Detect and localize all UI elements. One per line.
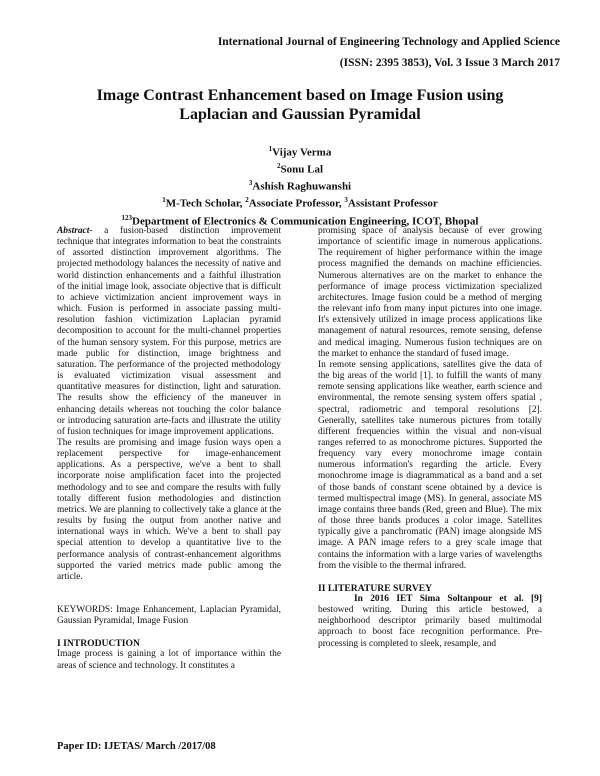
title-line-1: Image Contrast Enhancement based on Image Fusion using [96, 87, 504, 104]
department: Department of Electronics & Communication Engineering, ICOT, Bhopal [132, 215, 479, 228]
author-3-name: Ashish Raghuwanshi [252, 180, 352, 193]
paper-id-footer: Paper ID: IJETAS/ March /2017/08 [57, 741, 216, 752]
lit-ref-lead: In 2016 IET Sima Soltanpour et al. [9] [354, 594, 542, 604]
intro-p1: Image process is gaining a lot of importance within the areas of science and technology. It constitutes a [57, 649, 281, 671]
author-2-sup: 2 [277, 162, 281, 171]
lit-text: bestowed writing. During this article bestowed, a neighborhood descriptor primarily based multimodal approach to boost face recognition performance. Pre-processing is completed to sleek, resample, and [318, 605, 542, 649]
abstract-p1 [57, 226, 281, 438]
author-1-sup: 1 [268, 145, 273, 153]
abstract-p2: The results are promising and image fusion ways open a replacement perspective for image-enhancement applications. As a perspective, we've a bent to shall incorporate noise amplification facet into the projected methodology and to see and compare the results with fully totally different fusion methodologies and distinction metrics. We are planning to collectively take a glance at the results by fusing the output from another native and international ways in which. We've a bent to shall pay special attention to develop a quantitative live to the performance analysis of contrast-enhancement algorithms supported the varied metrics made public among the article. [57, 437, 281, 582]
intro-p3: In remote sensing applications, satellites give the data of the big areas of the world [1]. to fulfill the wants of many remote sensing applications like weather, earth science and environmental, the remote sensing system offers spatial , spectral, radiometric and temporal resolutions [2]. Generally, satellites take numerous pictures from totally different frequencies within the visual and non-visual ranges referred to as monochrome pictures. Supported the frequency vary every monochrome image contain numerous information's regarding the article. Every monochrome image is diagrammatical as a band and a set of those bands of constant scene obtained by a device is termed multispectral image (MS). In general, associate MS image contains three bands (Red, green and Blue). The mix of those three bands produces a color image. Satellites typically give a panchromatic (PAN) image alongside MS image. A PAN image refers to a grey scale image that contains the information with a large varies of wavelengths from the visible to the thermal infrared. [318, 359, 542, 571]
role-3: Assistant Professor [347, 198, 438, 211]
spacer [57, 594, 281, 605]
intro-p2: promising space of analysis because of ever growing importance of scientific image in numerous applications. The requirement of higher performance within the image process magnified the demands on machine efficiencies. Numerous alternatives are on the market to enhance the performance of image process victimization specialized architectures. Image fusion could be a method of merging the relevant info from many input pictures into one image. It's extensively utilized in image process applications like management of natural resources, remote sensing, defense and medical imaging. Numerous fusion techniques are on the market to enhance the standard of fused image. [318, 226, 542, 359]
role-2: Associate Professor, [248, 198, 345, 211]
section-heading-literature: II LITERATURE SURVEY [318, 582, 433, 594]
left-column [57, 226, 281, 672]
author-3 [60, 177, 540, 194]
abstract-text: a fusion-based distinction improvement technique that integrates information to beat the constraints of assorted distinction improvement algorithms. The projected methodology balances the necessity of native and world distinction enhancements and a faithful illustration of the initial image look, associate objective that is difficult to achieve victimization ancient improvement ways in which. Fusion is performed in associate passing multi-resolution fashion victimization Laplacian pyramid decomposition to account for the multi-channel properties of the human sensory system. For this purpose, metrics are made public for distinction, image brightness and saturation. The performance of the projected methodology is evaluated victimization visual assessment and quantitative measures for distinction, light and saturation. The results show the efficiency of the maneuver in enhancing details whereas not touching the color balance or introducing saturation arte-facts and illustrate the utility of fusion techniques for image improvement applications. [57, 226, 281, 437]
title-line-2: Laplacian and Gaussian Pyramidal [179, 106, 421, 123]
journal-issue: (ISSN: 2395 3853), Vol. 3 Issue 3 March 2017 [339, 57, 560, 69]
paper-title [60, 86, 540, 124]
author-2-name: Sonu Lal [280, 163, 323, 176]
keywords: KEYWORDS: Image Enhancement, Laplacian Pyramidal, Gaussian Pyramidal, Image Fusion [57, 605, 281, 627]
spacer [57, 627, 281, 638]
author-1 [60, 143, 540, 160]
abstract-label: Abstract- [57, 226, 93, 236]
author-1-name: Vijay Verma [272, 146, 332, 159]
affiliation-roles [60, 194, 540, 211]
lit-p1 [318, 594, 542, 650]
spacer [318, 572, 542, 583]
journal-name: International Journal of Engineering Technology and Applied Science [217, 36, 560, 48]
author-block [60, 143, 540, 229]
role-3-sup: 3 [344, 196, 348, 205]
spacer [57, 583, 281, 594]
department-sup: 123 [121, 213, 133, 222]
right-column [318, 226, 542, 650]
author-3-sup: 3 [248, 179, 253, 188]
role-1: M-Tech Scholar, [165, 198, 246, 211]
section-heading-introduction: I INTRODUCTION [57, 638, 140, 650]
role-2-sup: 2 [245, 196, 249, 205]
role-1-sup: 1 [162, 196, 166, 205]
author-2 [60, 160, 540, 177]
